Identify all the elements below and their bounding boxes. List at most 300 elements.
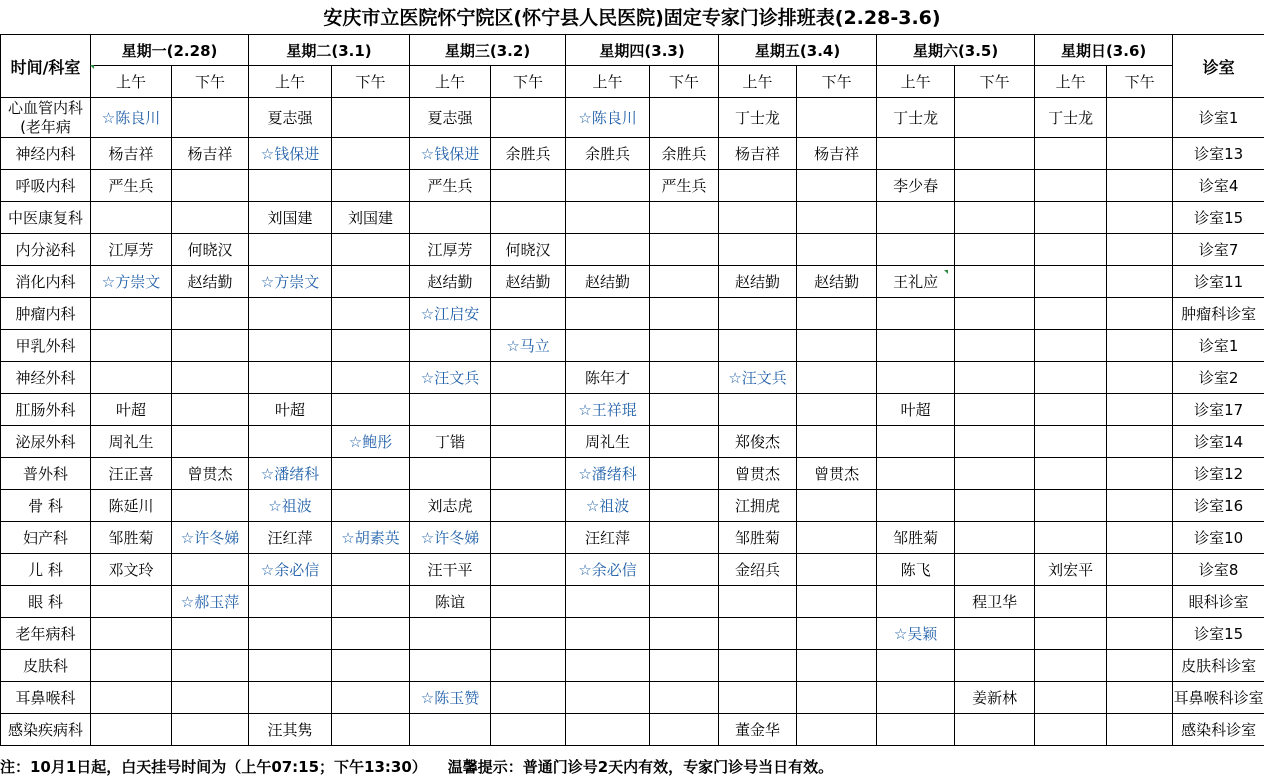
day-header: 星期二(3.1) [249,35,410,66]
doctor-cell [1035,330,1107,362]
expert-doctor-cell: ☆王祥琨 [566,394,650,426]
doctor-cell [91,586,172,618]
pm-header: 下午 [797,66,877,98]
doctor-cell [955,98,1035,138]
doctor-cell: 曾贯杰 [172,458,249,490]
doctor-cell: 赵结勤 [491,266,566,298]
doctor-cell [1107,714,1173,746]
doctor-cell [955,234,1035,266]
doctor-cell: 杨吉祥 [719,138,797,170]
doctor-cell [172,650,249,682]
doctor-cell [1107,394,1173,426]
doctor-cell [955,170,1035,202]
doctor-cell [332,266,410,298]
doctor-cell: 叶超 [91,394,172,426]
doctor-cell [172,618,249,650]
department-name: 泌尿外科 [1,426,91,458]
room-name: 感染科诊室 [1173,714,1264,746]
doctor-cell [797,298,877,330]
room-name: 诊室16 [1173,490,1264,522]
doctor-cell: 严生兵 [91,170,172,202]
doctor-cell: 汪干平 [410,554,491,586]
table-row [1,618,1264,650]
doctor-cell: 江拥虎 [719,490,797,522]
doctor-cell [1035,714,1107,746]
doctor-cell [650,554,719,586]
doctor-cell [566,586,650,618]
doctor-cell [410,202,491,234]
doctor-cell [172,394,249,426]
doctor-cell: 江厚芳 [410,234,491,266]
doctor-cell [491,362,566,394]
doctor-cell [797,682,877,714]
department-name: 心血管内科(老年病 [1,98,91,138]
doctor-cell [797,650,877,682]
doctor-cell [797,554,877,586]
doctor-cell [650,490,719,522]
table-row [1,586,1264,618]
expert-doctor-cell: ☆潘绪科 [566,458,650,490]
pm-header: 下午 [172,66,249,98]
am-header: 上午 [719,66,797,98]
doctor-cell [172,426,249,458]
doctor-cell [1107,202,1173,234]
doctor-cell [955,138,1035,170]
doctor-cell [332,298,410,330]
expert-doctor-cell: ☆许冬娣 [410,522,491,554]
expert-doctor-cell: ☆郝玉萍 [172,586,249,618]
doctor-cell [91,330,172,362]
doctor-cell [797,586,877,618]
doctor-cell [955,554,1035,586]
doctor-cell [797,714,877,746]
doctor-cell: 丁锴 [410,426,491,458]
doctor-cell: 邓文玲 [91,554,172,586]
table-row [1,138,1264,170]
doctor-cell: 姜新林 [955,682,1035,714]
doctor-cell [1035,426,1107,458]
doctor-cell [91,650,172,682]
doctor-cell [955,298,1035,330]
doctor-cell [91,682,172,714]
doctor-cell [719,298,797,330]
day-header-row [1,35,1264,66]
department-name: 普外科 [1,458,91,490]
room-name: 诊室8 [1173,554,1264,586]
doctor-cell [719,234,797,266]
doctor-cell [172,298,249,330]
doctor-cell [650,458,719,490]
doctor-cell [877,714,955,746]
room-name: 诊室12 [1173,458,1264,490]
doctor-cell [797,362,877,394]
doctor-cell [955,266,1035,298]
doctor-cell [1107,426,1173,458]
expert-doctor-cell: ☆陈玉赞 [410,682,491,714]
doctor-cell [1107,458,1173,490]
doctor-cell [1035,362,1107,394]
doctor-cell [797,98,877,138]
page-title: 安庆市立医院怀宁院区(怀宁县人民医院)固定专家门诊排班表(2.28-3.6) [323,7,941,29]
doctor-cell [955,362,1035,394]
room-name: 诊室10 [1173,522,1264,554]
doctor-cell [1035,394,1107,426]
doctor-cell [491,458,566,490]
doctor-cell [332,330,410,362]
table-row [1,458,1264,490]
doctor-cell [332,170,410,202]
expert-doctor-cell: ☆汪文兵 [410,362,491,394]
doctor-cell: 刘国建 [332,202,410,234]
day-header: 星期三(3.2) [410,35,566,66]
doctor-cell: 王礼应 [877,266,955,298]
department-name: 眼 科 [1,586,91,618]
am-header: 上午 [249,66,332,98]
table-row [1,266,1264,298]
doctor-cell [1107,522,1173,554]
doctor-cell [332,394,410,426]
doctor-cell [172,98,249,138]
table-row [1,234,1264,266]
room-name: 诊室2 [1173,362,1264,394]
doctor-cell [1035,458,1107,490]
doctor-cell [877,362,955,394]
doctor-cell [877,650,955,682]
doctor-cell [1107,330,1173,362]
doctor-cell: 曾贯杰 [797,458,877,490]
doctor-cell: 杨吉祥 [797,138,877,170]
doctor-cell: 周礼生 [566,426,650,458]
doctor-cell [797,330,877,362]
doctor-cell [650,394,719,426]
doctor-cell [1107,618,1173,650]
doctor-cell [249,426,332,458]
doctor-cell [955,330,1035,362]
doctor-cell [332,362,410,394]
doctor-cell [955,650,1035,682]
doctor-cell [877,138,955,170]
doctor-cell [1107,98,1173,138]
doctor-cell [1107,234,1173,266]
doctor-cell [172,490,249,522]
department-name: 皮肤科 [1,650,91,682]
corner-header: 时间/科室 [1,35,91,98]
doctor-cell [491,650,566,682]
doctor-cell: 叶超 [249,394,332,426]
doctor-cell [172,170,249,202]
doctor-cell [410,394,491,426]
doctor-cell [332,650,410,682]
am-header: 上午 [410,66,491,98]
doctor-cell: 汪正喜 [91,458,172,490]
expert-doctor-cell: ☆鲍彤 [332,426,410,458]
table-row [1,98,1264,138]
table-row [1,202,1264,234]
doctor-cell [566,234,650,266]
doctor-cell [1035,682,1107,714]
doctor-cell [91,362,172,394]
doctor-cell [877,458,955,490]
doctor-cell [797,394,877,426]
doctor-cell: 董金华 [719,714,797,746]
doctor-cell [1035,522,1107,554]
cell-marker-icon [90,65,94,69]
doctor-cell [1107,554,1173,586]
doctor-cell [332,618,410,650]
doctor-cell: 杨吉祥 [172,138,249,170]
room-name: 诊室1 [1173,98,1264,138]
doctor-cell [650,362,719,394]
doctor-cell [332,490,410,522]
day-header: 星期六(3.5) [877,35,1035,66]
doctor-cell [249,330,332,362]
doctor-cell [719,330,797,362]
doctor-cell [332,138,410,170]
doctor-cell [1035,202,1107,234]
room-name: 诊室15 [1173,618,1264,650]
doctor-cell [1035,138,1107,170]
doctor-cell [719,202,797,234]
room-name: 诊室7 [1173,234,1264,266]
expert-doctor-cell: ☆吴颖 [877,618,955,650]
doctor-cell [91,714,172,746]
table-row [1,682,1264,714]
doctor-cell: 何晓汉 [491,234,566,266]
doctor-cell [1107,266,1173,298]
doctor-cell [566,202,650,234]
room-name: 诊室13 [1173,138,1264,170]
schedule-body [1,98,1264,746]
doctor-cell [249,682,332,714]
doctor-cell [172,330,249,362]
doctor-cell [797,490,877,522]
table-row [1,362,1264,394]
expert-doctor-cell: ☆余必信 [566,554,650,586]
doctor-cell: 汪其隽 [249,714,332,746]
doctor-cell [650,234,719,266]
doctor-cell [650,586,719,618]
doctor-cell [1035,490,1107,522]
doctor-cell [491,586,566,618]
doctor-cell: 邹胜菊 [91,522,172,554]
doctor-cell [491,490,566,522]
doctor-cell: 李少春 [877,170,955,202]
doctor-cell: 何晓汉 [172,234,249,266]
department-name: 神经内科 [1,138,91,170]
doctor-cell [719,682,797,714]
doctor-cell [1107,170,1173,202]
doctor-cell [650,330,719,362]
doctor-cell: 邹胜菊 [877,522,955,554]
doctor-cell [249,618,332,650]
expert-doctor-cell: ☆陈良川 [91,98,172,138]
doctor-cell: 余胜兵 [491,138,566,170]
doctor-cell [410,330,491,362]
doctor-cell: 夏志强 [410,98,491,138]
doctor-cell [566,298,650,330]
room-name: 诊室14 [1173,426,1264,458]
room-name: 皮肤科诊室 [1173,650,1264,682]
doctor-cell [955,458,1035,490]
department-name: 消化内科 [1,266,91,298]
doctor-cell [650,714,719,746]
doctor-cell [719,650,797,682]
expert-doctor-cell: ☆马立 [491,330,566,362]
doctor-cell [877,202,955,234]
department-name: 甲乳外科 [1,330,91,362]
doctor-cell [172,202,249,234]
expert-doctor-cell: ☆祖波 [566,490,650,522]
doctor-cell [332,586,410,618]
expert-doctor-cell: ☆钱保进 [249,138,332,170]
department-name: 神经外科 [1,362,91,394]
doctor-cell: 陈谊 [410,586,491,618]
doctor-cell [797,234,877,266]
doctor-cell [955,394,1035,426]
room-name: 诊室17 [1173,394,1264,426]
doctor-cell: 刘志虎 [410,490,491,522]
room-name: 诊室4 [1173,170,1264,202]
room-name: 诊室15 [1173,202,1264,234]
doctor-cell [1107,682,1173,714]
doctor-cell [566,618,650,650]
doctor-cell: 赵结勤 [410,266,491,298]
doctor-cell [1035,618,1107,650]
table-row [1,298,1264,330]
expert-doctor-cell: ☆许冬娣 [172,522,249,554]
schedule-table [0,34,1264,746]
expert-doctor-cell: ☆潘绪科 [249,458,332,490]
doctor-cell [877,298,955,330]
doctor-cell: 汪红萍 [566,522,650,554]
doctor-cell [877,682,955,714]
table-row [1,714,1264,746]
room-name: 诊室1 [1173,330,1264,362]
pm-header: 下午 [650,66,719,98]
doctor-cell: 严生兵 [410,170,491,202]
doctor-cell [797,202,877,234]
expert-doctor-cell: ☆祖波 [249,490,332,522]
cell-marker-icon [944,270,948,274]
doctor-cell [1107,490,1173,522]
department-name: 老年病科 [1,618,91,650]
doctor-cell [332,458,410,490]
doctor-cell [1035,266,1107,298]
doctor-cell: 余胜兵 [566,138,650,170]
room-name: 眼科诊室 [1173,586,1264,618]
doctor-cell [955,522,1035,554]
doctor-cell [1035,298,1107,330]
doctor-cell: 赵结勤 [797,266,877,298]
department-name: 中医康复科 [1,202,91,234]
doctor-cell [797,522,877,554]
doctor-cell [491,554,566,586]
doctor-cell [877,330,955,362]
doctor-cell [332,682,410,714]
doctor-cell [719,170,797,202]
doctor-cell [650,298,719,330]
department-name: 肛肠外科 [1,394,91,426]
doctor-cell [877,234,955,266]
expert-doctor-cell: ☆余必信 [249,554,332,586]
department-name: 呼吸内科 [1,170,91,202]
am-header: 上午 [566,66,650,98]
am-header: 上午 [877,66,955,98]
room-header: 诊室 [1173,35,1264,98]
doctor-cell: 金绍兵 [719,554,797,586]
expert-doctor-cell: ☆方崇文 [249,266,332,298]
doctor-cell [650,98,719,138]
doctor-cell: 夏志强 [249,98,332,138]
doctor-cell [249,170,332,202]
doctor-cell [172,362,249,394]
doctor-cell [172,554,249,586]
department-name: 妇产科 [1,522,91,554]
table-row [1,394,1264,426]
doctor-cell [491,426,566,458]
department-name: 耳鼻喉科 [1,682,91,714]
expert-doctor-cell: ☆陈良川 [566,98,650,138]
doctor-cell: 邹胜菊 [719,522,797,554]
doctor-cell [491,298,566,330]
doctor-cell: 周礼生 [91,426,172,458]
footer-note: 注：10月1日起，白天挂号时间为（上午07:15；下午13:30） 温馨提示：普通门诊号2天内有效，专家门诊号当日有效。 [0,758,834,776]
doctor-cell [410,618,491,650]
doctor-cell: 严生兵 [650,170,719,202]
doctor-cell [650,522,719,554]
room-name: 诊室11 [1173,266,1264,298]
room-name: 耳鼻喉科诊室 [1173,682,1264,714]
doctor-cell [1107,298,1173,330]
pm-header: 下午 [332,66,410,98]
doctor-cell [332,554,410,586]
doctor-cell [719,586,797,618]
doctor-cell [955,714,1035,746]
doctor-cell [650,202,719,234]
doctor-cell [566,682,650,714]
expert-doctor-cell: ☆汪文兵 [719,362,797,394]
doctor-cell [650,618,719,650]
doctor-cell [566,714,650,746]
doctor-cell [797,170,877,202]
doctor-cell [491,202,566,234]
day-header: 星期日(3.6) [1035,35,1173,66]
table-row [1,426,1264,458]
doctor-cell [91,202,172,234]
pm-header: 下午 [1107,66,1173,98]
doctor-cell [332,234,410,266]
day-header: 星期一(2.28) [91,35,249,66]
table-row [1,490,1264,522]
doctor-cell: 丁士龙 [719,98,797,138]
doctor-cell [249,586,332,618]
doctor-cell: 赵结勤 [719,266,797,298]
doctor-cell: 刘国建 [249,202,332,234]
doctor-cell: 郑俊杰 [719,426,797,458]
doctor-cell: 陈年才 [566,362,650,394]
day-header: 星期四(3.3) [566,35,719,66]
half-day-header-row [1,66,1264,98]
doctor-cell [172,682,249,714]
am-header: 上午 [91,66,172,98]
doctor-cell [877,586,955,618]
table-row [1,522,1264,554]
doctor-cell [91,618,172,650]
doctor-cell [650,650,719,682]
department-name: 内分泌科 [1,234,91,266]
department-name: 感染疾病科 [1,714,91,746]
doctor-cell [1107,586,1173,618]
